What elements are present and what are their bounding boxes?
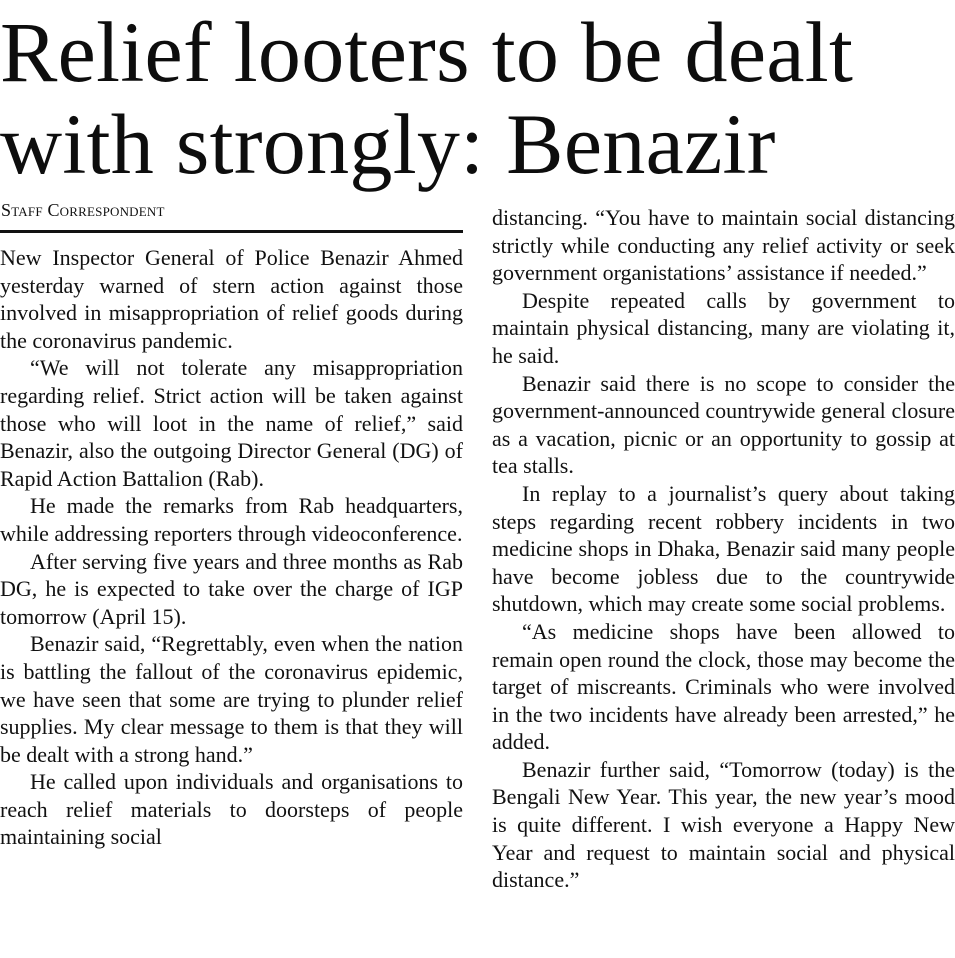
paragraph: In replay to a journalist’s query about taking steps regarding recent robbery incidents in two medicine shops in Dhaka, Benazir said many people have become jobless due to the countrywide shutdown, which may create some social problems.: [492, 480, 955, 617]
paragraph: “As medicine shops have been allowed to remain open round the clock, those may become the target of miscreants. Criminals who were involved in the two incidents have already been arrested,” he added.: [492, 618, 955, 755]
paragraph: New Inspector General of Police Benazir Ahmed yesterday warned of stern action against those involved in misappropriation of relief goods during the coronavirus pandemic.: [0, 245, 463, 353]
byline: Staff Correspondent: [1, 200, 165, 220]
paragraph: After serving five years and three months as Rab DG, he is expected to take over the charge of IGP tomorrow (April 15).: [0, 548, 463, 629]
paragraph: distancing. “You have to maintain social distancing strictly while conducting any relief activity or seek government organistations’ assistance if needed.”: [492, 205, 955, 286]
paragraph: “We will not tolerate any misappropriation regarding relief. Strict action will be taken against those who will loot in the name of relief,” said Benazir, also the outgoing Director General (DG) of Rapid Action Battalion (Rab).: [0, 355, 463, 491]
byline-divider: [0, 230, 463, 233]
headline: [0, 6, 955, 190]
paragraph: He made the remarks from Rab headquarters, while addressing reporters through videoconference.: [0, 493, 463, 546]
paragraph: Benazir said, “Regrettably, even when the nation is battling the fallout of the coronavirus epidemic, we have seen that some are trying to plunder relief supplies. My clear message to them is that they will be dealt with a strong hand.”: [0, 631, 463, 767]
article-column-2: [492, 204, 955, 894]
paragraph: Despite repeated calls by government to maintain physical distancing, many are violating it, he said.: [492, 287, 955, 368]
paragraph: He called upon individuals and organisations to reach relief materials to doorsteps of people maintaining social: [0, 769, 463, 850]
headline-line-2: with strongly: Benazir: [0, 96, 776, 192]
headline-line-1: Relief looters to be dealt: [0, 4, 854, 100]
paragraph: Benazir said there is no scope to consider the government-announced countrywide general closure as a vacation, picnic or an opportunity to gossip at tea stalls.: [492, 370, 955, 479]
paragraph: Benazir further said, “Tomorrow (today) is the Bengali New Year. This year, the new year’s mood is quite different. I wish everyone a Happy New Year and request to maintain social and physical distance.”: [492, 756, 955, 893]
article-column-1: [0, 244, 463, 851]
